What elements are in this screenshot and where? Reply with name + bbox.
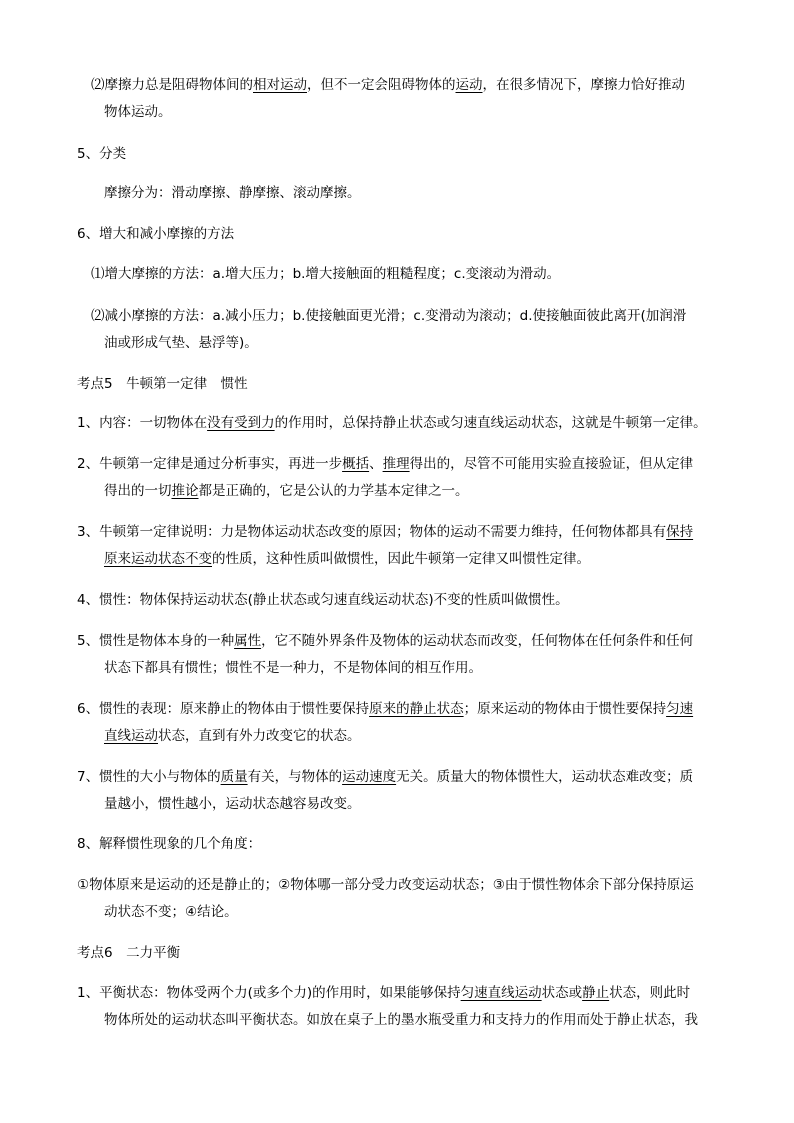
underlined-text: 匀速 (666, 701, 694, 717)
underlined-text: 推理 (382, 456, 410, 472)
text-line (104, 658, 482, 678)
underlined-text: 原来运动状态不变 (104, 551, 212, 567)
text-segment: 状态，直到有外力改变它的状态。 (158, 728, 361, 744)
text-line (104, 333, 258, 353)
text-line (77, 767, 693, 787)
text-segment: 的性质，这种性质叫做惯性，因此牛顿第一定律又叫惯性定律。 (212, 551, 590, 567)
text-line (91, 264, 560, 284)
section-heading (77, 834, 261, 854)
text-line (104, 794, 361, 814)
text-segment: 量越小，惯性越小，运动状态越容易改变。 (104, 796, 361, 812)
text-segment: 8、解释惯性现象的几个角度： (77, 836, 262, 852)
text-segment: 3、牛顿第一定律说明：力是物体运动状态改变的原因；物体的运动不需要力维持，任何物体都具有 (77, 524, 667, 540)
text-segment: 状态或 (541, 985, 583, 1001)
text-segment: 的作用时，总保持静止状态或匀速直线运动状态，这就是牛顿第一定律。 (274, 415, 707, 431)
text-segment: ，在很多情况下，摩擦力恰好推动 (482, 77, 685, 93)
text-segment: 物体所处的运动状态叫平衡状态。如放在桌子上的墨水瓶受重力和支持力的作用而处于静止状态，我 (104, 1012, 698, 1028)
text-segment: 考点6 二力平衡 (77, 945, 181, 961)
text-line (77, 522, 693, 542)
underlined-text: 属性 (234, 633, 262, 649)
text-line (77, 454, 693, 474)
text-line (77, 413, 707, 433)
text-segment: 2、牛顿第一定律是通过分析事实，再进一步 (77, 456, 343, 472)
underlined-text: 静止 (582, 985, 610, 1001)
text-line (104, 183, 361, 203)
text-segment: 7、惯性的大小与物体的 (77, 769, 221, 785)
text-segment: 得出的一切 (104, 483, 172, 499)
text-segment: 5、惯性是物体本身的一种 (77, 633, 235, 649)
text-line (77, 631, 693, 651)
text-segment: 有关，与物体的 (247, 769, 343, 785)
text-line (104, 902, 238, 922)
text-segment: ⑴增大摩擦的方法：a.增大压力；b.增大接触面的粗糙程度；c.变滚动为滑动。 (91, 266, 561, 282)
underlined-text: 匀速直线运动 (460, 985, 542, 1001)
text-segment: 6、惯性的表现：原来静止的物体由于惯性要保持 (77, 701, 370, 717)
text-line (77, 983, 690, 1003)
underlined-text: 运动速度 (342, 769, 397, 785)
text-segment: ⑵减小摩擦的方法：a.减小压力；b.使接触面更光滑；c.变滑动为滚动；d.使接触面彼此离开(加润滑 (91, 308, 687, 324)
text-segment: 无关。质量大的物体惯性大，运动状态难改变；质 (396, 769, 694, 785)
section-heading (77, 224, 234, 244)
underlined-text: 推论 (171, 483, 199, 499)
text-line (77, 699, 693, 719)
text-line (104, 549, 590, 569)
underlined-text: 概括 (342, 456, 370, 472)
text-segment: 油或形成气垫、悬浮等)。 (104, 335, 258, 351)
text-segment: ①物体原来是运动的还是静止的；②物体哪一部分受力改变运动状态；③由于惯性物体余下部分保持原运 (77, 877, 694, 893)
text-segment: 得出的，尽管不可能用实验直接验证，但从定律 (409, 456, 694, 472)
section-heading (77, 374, 248, 394)
underlined-text: 原来的静止状态 (369, 701, 464, 717)
text-line (104, 102, 172, 122)
text-segment: 1、平衡状态：物体受两个力(或多个力)的作用时，如果能够保持 (77, 985, 461, 1001)
text-segment: 摩擦分为：滑动摩擦、静摩擦、滚动摩擦。 (104, 185, 361, 201)
underlined-text: 直线运动 (104, 728, 158, 744)
text-segment: 都是正确的，它是公认的力学基本定律之一。 (198, 483, 469, 499)
underlined-text: 运动 (455, 77, 483, 93)
section-heading (77, 144, 126, 164)
text-segment: 状态下都具有惯性；惯性不是一种力，不是物体间的相互作用。 (104, 660, 482, 676)
text-line (104, 481, 469, 501)
text-line (91, 75, 685, 95)
text-segment: ；原来运动的物体由于惯性要保持 (463, 701, 667, 717)
underlined-text: 相对运动 (253, 77, 307, 93)
text-segment: 物体运动。 (104, 104, 172, 120)
text-segment: ，它不随外界条件及物体的运动状态而改变，任何物体在任何条件和任何 (261, 633, 694, 649)
text-segment: 状态，则此时 (609, 985, 691, 1001)
text-line (77, 590, 569, 610)
underlined-text: 没有受到力 (207, 415, 275, 431)
text-line (104, 1010, 698, 1030)
text-segment: 考点5 牛顿第一定律 惯性 (77, 376, 248, 392)
text-segment: ⑵摩擦力总是阻碍物体间的 (91, 77, 253, 93)
text-segment: 1、内容：一切物体在 (77, 415, 208, 431)
text-segment: ，但不一定会阻碍物体的 (307, 77, 456, 93)
underlined-text: 保持 (666, 524, 694, 540)
text-segment: 、 (369, 456, 383, 472)
text-line (104, 726, 361, 746)
text-segment: 5、分类 (77, 146, 127, 162)
text-segment: 动状态不变；④结论。 (104, 904, 238, 920)
section-heading (77, 943, 180, 963)
text-segment: 6、增大和减小摩擦的方法 (77, 226, 235, 242)
text-line (77, 875, 694, 895)
text-line (91, 306, 686, 326)
text-segment: 4、惯性：物体保持运动状态(静止状态或匀速直线运动状态)不变的性质叫做惯性。 (77, 592, 569, 608)
underlined-text: 质量 (220, 769, 248, 785)
